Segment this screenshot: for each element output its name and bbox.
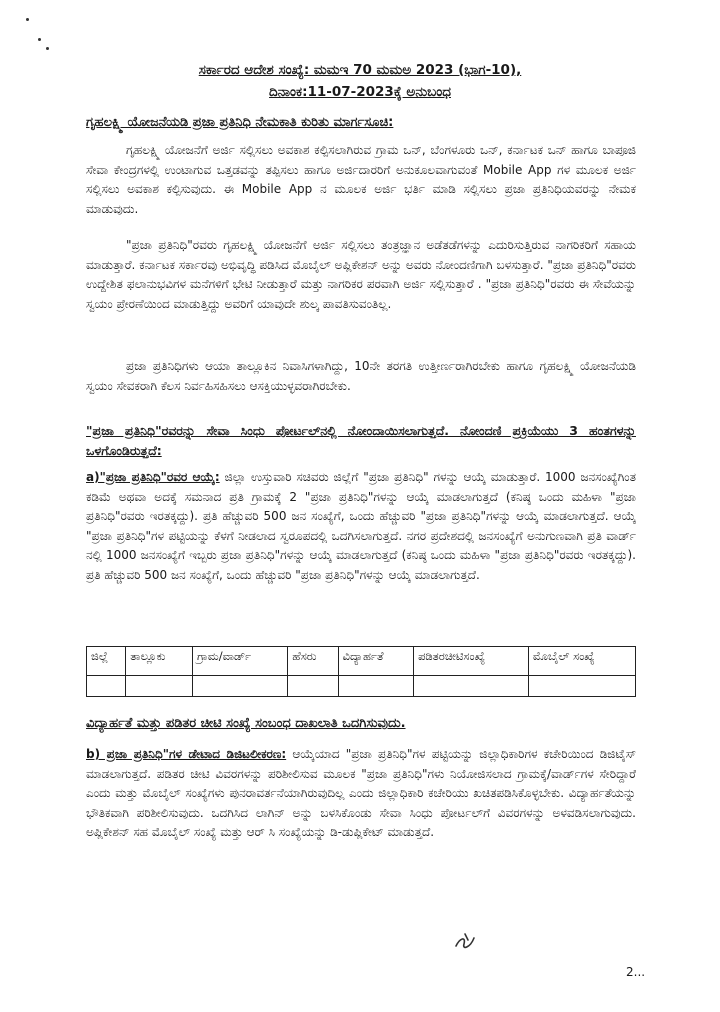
section-b-text: ಆಯ್ಕೆಯಾದ "ಪ್ರಜಾ ಪ್ರತಿನಿಧಿ"ಗಳ ಪಟ್ಟಿಯನ್ನು ಜಿಲ್ಲಾಧಿಕಾರಿಗಳ ಕಚೇರಿಯಿಂದ ಡಿಜಿಟೈಸ್ ಮಾಡಲಾಗುತ್ತದೆ. ಪಡಿತರ ಚೀಟಿ ವಿವರಗಳನ್ನು ಪರಿಶೀಲಿಸುವ ಮೂಲಕ "ಪ್ರಜಾ ಪ್ರತಿನಿಧಿ"ಗಳು ನಿಯೋಜಿಸಲಾದ ಗ್ರಾಮಕ್ಕೆ/ವಾರ್ಡ್‌ಗಳ ಸೇರಿದ್ದಾರೆ ಎಂದು ಮತ್ತು ಮೊಬೈಲ್ ಸಂಖ್ಯೆಗಳು ಪುನರಾವರ್ತನೆಯಾಗಿರುವುದಿಲ್ಲ ಎಂದು ಜಿಲ್ಲಾಧಿಕಾರಿ ಕಚೇರಿಯು ಖಚಿತಪಡಿಸಿಕೊಳ್ಳಬೇಕು. ವಿದ್ಯಾರ್ಹತೆಯನ್ನು ಭೌತಿಕವಾಗಿ ಪರಿಶೀಲಿಸುವುದು. ಒದಗಿಸಿದ ಲಾಗಿನ್ ಅನ್ನು ಬಳಸಿಕೊಂಡು ಸೇವಾ ಸಿಂಧು ಪೋರ್ಟಲ್‌ಗೆ ವಿವರಗಳನ್ನು ಅಳವಡಿಸಲಾಗುವುದು. ಅಪ್ಲಿಕೇಶನ್ ಸಹ ಮೊಬೈಲ್ ಸಂಖ್ಯೆ ಮತ್ತು ಆರ್ ಸಿ ಸಂಖ್ಯೆಯನ್ನು ಡಿ-ಡುಪ್ಲಿಕೇಟ್ ಮಾಡುತ್ತದೆ.: [86, 747, 636, 839]
paragraph-introduction: ಗೃಹಲಕ್ಷ್ಮಿ ಯೋಜನೆಗೆ ಅರ್ಜಿ ಸಲ್ಲಿಸಲು ಅವಕಾಶ ಕಲ್ಪಿಸಲಾಗಿರುವ ಗ್ರಾಮ ಒನ್, ಬೆಂಗಳೂರು ಒನ್, ಕರ್ನಾಟಕ ಒನ್ ಹಾಗೂ ಬಾಪೂಜಿ ಸೇವಾ ಕೇಂದ್ರಗಳಲ್ಲಿ ಉಂಟಾಗುವ ಒತ್ತಡವನ್ನು ತಪ್ಪಿಸಲು ಹಾಗೂ ಅರ್ಜಿದಾರರಿಗೆ ಅನುಕೂಲವಾಗುವಂತೆ Mobile App ಗಳ ಮೂಲಕ ಅರ್ಜಿ ಸಲ್ಲಿಸಲು ಅವಕಾಶ ಕಲ್ಪಿಸುವುದು. ಈ Mobile App ನ ಮೂಲಕ ಅರ್ಜಿ ಭರ್ತಿ ಮಾಡಿ ಸಲ್ಲಿಸಲು ಪ್ರಜಾ ಪ್ರತಿನಿಧಿಯವರನ್ನು ನೇಮಕ ಮಾಡುವುದು.: [86, 143, 636, 216]
order-date-line: ದಿನಾಂಕ:11-07-2023ಕ್ಕೆ ಅನುಬಂಧ: [269, 84, 451, 100]
registration-heading: "ಪ್ರಜಾ ಪ್ರತಿನಿಧಿ"ರವರನ್ನು ಸೇವಾ ಸಿಂಧು ಪೋರ್ಟಲ್‌ನಲ್ಲಿ ನೋಂದಾಯಿಸಲಾಗುತ್ತದೆ. ನೋಂದಣಿ ಪ್ರಕ್ರಿಯೆಯು 3 ಹಂತಗಳನ್ನು ಒಳಗೊಂಡಿರುತ್ತದೆ:: [86, 423, 636, 458]
table-cell: [528, 676, 635, 697]
order-number-line: ಸರ್ಕಾರದ ಆದೇಶ ಸಂಖ್ಯೆ: ಮಮಇ 70 ಮಮಅ 2023 (ಭಾಗ-10),: [198, 62, 522, 78]
handwritten-initial: [452, 930, 478, 954]
representative-format-table: [86, 646, 636, 697]
col-taluk: ತಾಲ್ಲೂಕು: [126, 647, 193, 676]
paragraph-eligibility: ಪ್ರಜಾ ಪ್ರತಿನಿಧಿಗಳು ಆಯಾ ತಾಲ್ಲೂಕಿನ ನಿವಾಸಿಗಳಾಗಿದ್ದು, 10ನೇ ತರಗತಿ ಉತ್ತೀರ್ಣರಾಗಿರಬೇಕು ಹಾಗೂ ಗೃಹಲಕ್ಷ್ಮಿ ಯೋಜನೆಯಡಿ ಸ್ವಯಂ ಸೇವಕರಾಗಿ ಕೆಲಸ ನಿರ್ವಹಿಸಹಿಸಲು ಆಸಕ್ತಿಯುಳ್ಳವರಾಗಿರಬೇಕು.: [86, 359, 636, 393]
guideline-title: ಗೃಹಲಕ್ಷ್ಮಿ ಯೋಜನೆಯಡಿ ಪ್ರಜಾ ಪ್ರತಿನಿಧಿ ನೇಮಕಾತಿ ಕುರಿತು ಮಾರ್ಗಸೂಚಿ:: [86, 115, 394, 130]
col-ration-card-number: ಪಡಿತರಚೀಟಿಸಂಖ್ಯೆ: [414, 647, 529, 676]
col-mobile-number: ಮೊಬೈಲ್ ಸಂಖ್ಯೆ: [528, 647, 635, 676]
qualification-heading: ವಿದ್ಯಾರ್ಹತೆ ಮತ್ತು ಪಡಿತರ ಚೀಟಿ ಸಂಖ್ಯೆ ಸಂಬಂಧ ದಾಖಲಾತಿ ಒದಗಿಸುವುದು.: [86, 716, 406, 731]
section-a-text: ಜಿಲ್ಲಾ ಉಸ್ತುವಾರಿ ಸಚಿವರು ಜಿಲ್ಲೆಗೆ "ಪ್ರಜಾ ಪ್ರತಿನಿಧಿ" ಗಳನ್ನು ಆಯ್ಕೆ ಮಾಡುತ್ತಾರೆ. 1000 ಜನಸಂಖ್ಯೆಗಿಂತ ಕಡಿಮೆ ಅಥವಾ ಅದಕ್ಕೆ ಸಮನಾದ ಪ್ರತಿ ಗ್ರಾಮಕ್ಕೆ 2 "ಪ್ರಜಾ ಪ್ರತಿನಿಧಿ"ಗಳನ್ನು ಆಯ್ಕೆ ಮಾಡಲಾಗುತ್ತದೆ (ಕನಿಷ್ಠ ಒಂದು ಮಹಿಳಾ "ಪ್ರಜಾ ಪ್ರತಿನಿಧಿ"ರವರು ಇರತಕ್ಕದ್ದು). ಪ್ರತಿ ಹೆಚ್ಚುವರಿ 500 ಜನ ಸಂಖ್ಯೆಗೆ, ಒಂದು ಹೆಚ್ಚುವರಿ "ಪ್ರಜಾ ಪ್ರತಿನಿಧಿ"ಗಳನ್ನು ಆಯ್ಕೆ ಮಾಡಲಾಗುತ್ತದೆ. ಆಯ್ಕೆ "ಪ್ರಜಾ ಪ್ರತಿನಿಧಿ"ಗಳ ಪಟ್ಟಿಯನ್ನು ಕೆಳಗೆ ನೀಡಲಾದ ಸ್ವರೂಪದಲ್ಲಿ ಒದಗಿಸಲಾಗುತ್ತದೆ. ನಗರ ಪ್ರದೇಶದಲ್ಲಿ ಜನಸಂಖ್ಯೆಗೆ ಅನುಗುಣವಾಗಿ ಪ್ರತಿ ವಾರ್ಡ್ ನಲ್ಲಿ 1000 ಜನಸಂಖ್ಯೆಗೆ ಇಬ್ಬರು ಪ್ರಜಾ ಪ್ರತಿನಿಧಿ"ಗಳನ್ನು ಆಯ್ಕೆ ಮಾಡಲಾಗುತ್ತದೆ (ಕನಿಷ್ಠ ಒಂದು ಮಹಿಳಾ "ಪ್ರಜಾ ಪ್ರತಿನಿಧಿ"ರವರು ಇರತಕ್ಕದ್ದು). ಪ್ರತಿ ಹೆಚ್ಚುವರಿ 500 ಜನ ಸಂಖ್ಯೆಗೆ, ಒಂದು ಹೆಚ್ಚುವರಿ "ಪ್ರಜಾ ಪ್ರತಿನಿಧಿ"ಗಳನ್ನು ಆಯ್ಕೆ ಮಾಡಲಾಗುತ್ತದೆ.: [86, 470, 636, 582]
section-a-selection: [86, 468, 636, 585]
col-village-ward: ಗ್ರಾಮ/ವಾರ್ಡ್: [193, 647, 288, 676]
section-b-title: b) ಪ್ರಜಾ ಪ್ರತಿನಿಧಿ"ಗಳ ಡೇಟಾದ ಡಿಜಿಟಲೀಕರಣ:: [86, 747, 287, 761]
table-cell: [126, 676, 193, 697]
section-b-digitization: [86, 745, 636, 843]
section-a-title: a)"ಪ್ರಜಾ ಪ್ರತಿನಿಧಿ"ರವರ ಆಯ್ಕೆ:: [86, 470, 220, 484]
page-number: 2...: [626, 965, 646, 979]
table-cell: [288, 676, 338, 697]
table-cell: [193, 676, 288, 697]
table-header-row: [87, 647, 636, 676]
col-name: ಹೆಸರು: [288, 647, 338, 676]
table-row: [87, 676, 636, 697]
col-qualification: ವಿದ್ಯಾರ್ಹತೆ: [338, 647, 414, 676]
table-cell: [414, 676, 529, 697]
table-cell: [87, 676, 126, 697]
paragraph-representative-role: "ಪ್ರಜಾ ಪ್ರತಿನಿಧಿ"ರವರು ಗೃಹಲಕ್ಷ್ಮಿ ಯೋಜನೆಗೆ ಅರ್ಜಿ ಸಲ್ಲಿಸಲು ತಂತ್ರಜ್ಞಾನ ಅಡೆತಡೆಗಳನ್ನು ಎದುರಿಸುತ್ತಿರುವ ನಾಗರಿಕರಿಗೆ ಸಹಾಯ ಮಾಡುತ್ತಾರೆ. ಕರ್ನಾಟಕ ಸರ್ಕಾರವು ಅಭಿವೃದ್ಧಿ ಪಡಿಸಿದ ಮೊಬೈಲ್ ಅಪ್ಲಿಕೇಶನ್ ಅನ್ನು ಅವರು ನೋಂದಣಿಗಾಗಿ ಬಳಸುತ್ತಾರೆ. "ಪ್ರಜಾ ಪ್ರತಿನಿಧಿ"ರವರು ಉದ್ದೇಶಿತ ಫಲಾನುಭವಿಗಳ ಮನೆಗಳಿಗೆ ಭೇಟಿ ನೀಡುತ್ತಾರೆ ಮತ್ತು ನಾಗರಿಕರ ಪರವಾಗಿ ಅರ್ಜಿ ಸಲ್ಲಿಸುತ್ತಾರೆ . "ಪ್ರಜಾ ಪ್ರತಿನಿಧಿ"ರವರು ಈ ಸೇವೆಯನ್ನು ಸ್ವಯಂ ಪ್ರೇರಣೆಯಿಂದ ಮಾಡುತ್ತಿದ್ದು ಅವರಿಗೆ ಯಾವುದೇ ಶುಲ್ಕ ಪಾವತಿಸುವಂತಿಲ್ಲ.: [86, 238, 636, 311]
col-district: ಜಿಲ್ಲೆ: [87, 647, 126, 676]
table-cell: [338, 676, 414, 697]
